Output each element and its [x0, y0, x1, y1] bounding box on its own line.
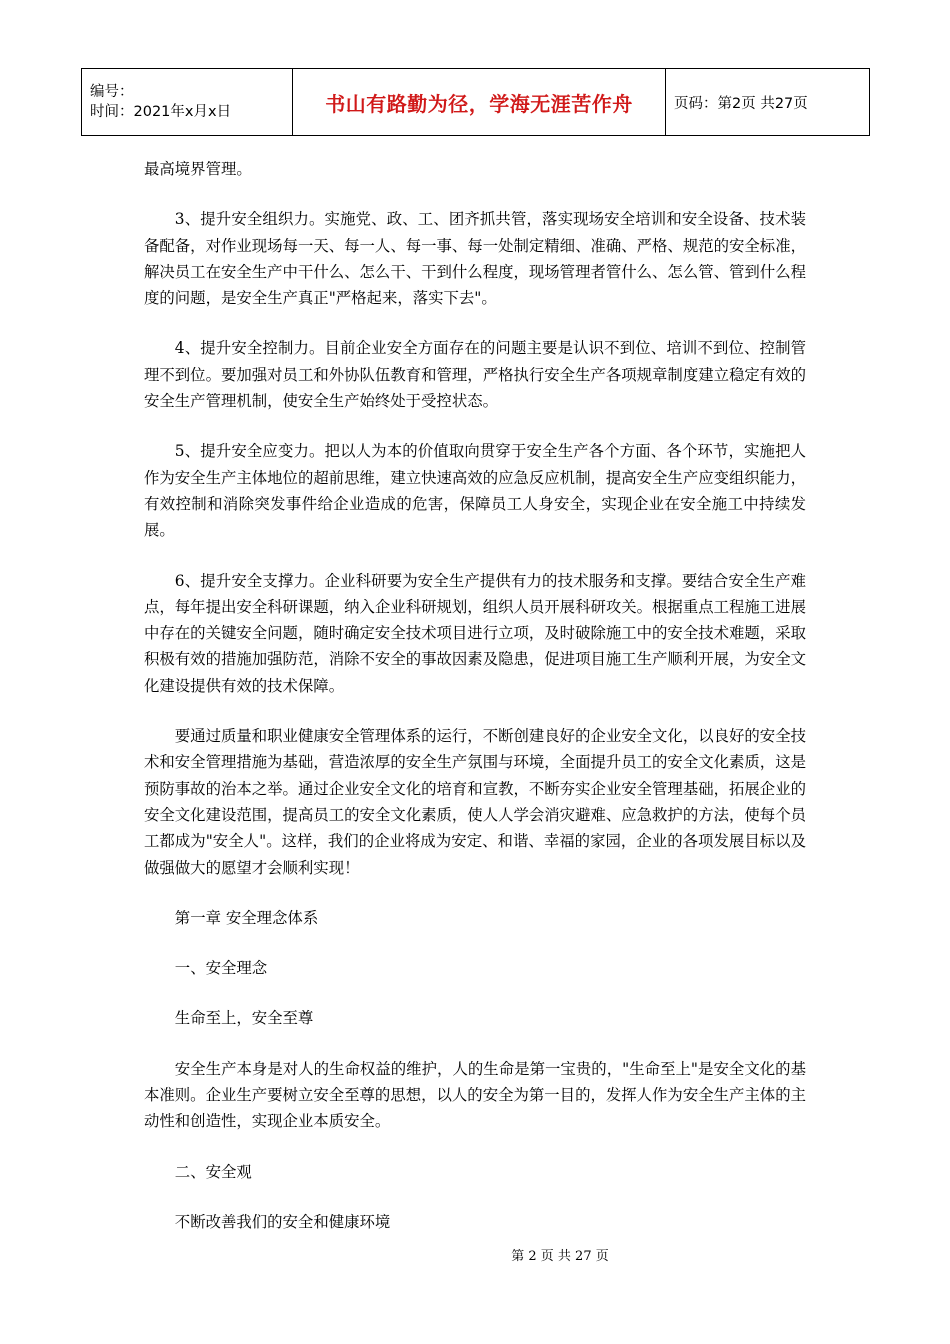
paragraph: 最高境界管理。 — [144, 160, 252, 178]
paragraph: 安全生产本身是对人的生命权益的维护，人的生命是第一宝贵的，"生命至上"是安全文化的基本准则。企业生产要树立安全至尊的思想，以人的安全为第一目的，发挥人作为安全生产主体的主动性和创造性，实现企业本质安全。 — [144, 1059, 806, 1131]
section-heading: 一、安全理念 — [174, 959, 268, 978]
page-footer: 第 2 页 共 27 页 — [511, 1249, 609, 1264]
section-slogan: 生命至上，安全至尊 — [174, 1009, 314, 1028]
paragraph: 4、提升安全控制力。目前企业安全方面存在的问题主要是认识不到位、培训不到位、控制管理不到位。要加强对员工和外协队伍教育和管理，严格执行安全生产各项规章制度建立稳定有效的安全生产管理机制，使安全生产始终处于受控状态。 — [144, 339, 806, 411]
paragraph: 5、提升安全应变力。把以人为本的价值取向贯穿于安全生产各个方面、各个环节，实施把人作为安全生产主体地位的超前思维，建立快速高效的应急反应机制，提高安全生产应变组织能力，有效控制和消除突发事件给企业造成的危害，保障员工人身安全，实现企业在安全施工中持续发展。 — [144, 442, 806, 540]
paragraph: 要通过质量和职业健康安全管理体系的运行，不断创建良好的企业安全文化，以良好的安全技术和安全管理措施为基础，营造浓厚的安全生产氛围与环境，全面提升员工的安全文化素质，这是预防事故的治本之举。通过企业安全文化的培育和宣教，不断夯实企业安全管理基础，拓展企业的安全文化建设范围，提高员工的安全文化素质，使人人学会消灾避难、应急救护的方法，使每个员工都成为"安全人"。这样，我们的企业将成为安定、和谐、幸福的家园，企业的各项发展目标以及做强做大的愿望才会顺利实现！ — [144, 727, 806, 877]
section-heading: 二、安全观 — [174, 1162, 252, 1181]
document-header — [81, 68, 870, 136]
header-meta-cell — [82, 69, 293, 136]
chapter-heading: 第一章 安全理念体系 — [174, 908, 319, 927]
header-motto: 书山有路勤为径，学海无涯苦作舟 — [293, 69, 666, 136]
header-page-info: 页码：第2页 共27页 — [666, 69, 870, 136]
section-slogan: 不断改善我们的安全和健康环境 — [174, 1212, 391, 1231]
paragraph: 3、提升安全组织力。实施党、政、工、团齐抓共管，落实现场安全培训和安全设备、技术装备配备，对作业现场每一天、每一人、每一事、每一处制定精细、准确、严格、规范的安全标准，解决员工在安全生产中干什么、怎么干、干到什么程度，现场管理者管什么、怎么管、管到什么程度的问题，是安全生产真正"严格起来，落实下去"。 — [144, 210, 806, 308]
document-number-label: 编号： — [90, 84, 134, 100]
paragraph: 6、提升安全支撑力。企业科研要为安全生产提供有力的技术服务和支撑。要结合安全生产难点，每年提出安全科研课题，纳入企业科研规划，组织人员开展科研攻关。根据重点工程施工进展中存在的关键安全问题，随时确定安全技术项目进行立项，及时破除施工中的安全技术难题，采取积极有效的措施加强防范，消除不安全的事故因素及隐患，促进项目施工生产顺利开展，为安全文化建设提供有效的技术保障。 — [144, 571, 806, 695]
document-body — [144, 156, 806, 1259]
document-time-label: 时间：2021年x月x日 — [90, 104, 232, 120]
